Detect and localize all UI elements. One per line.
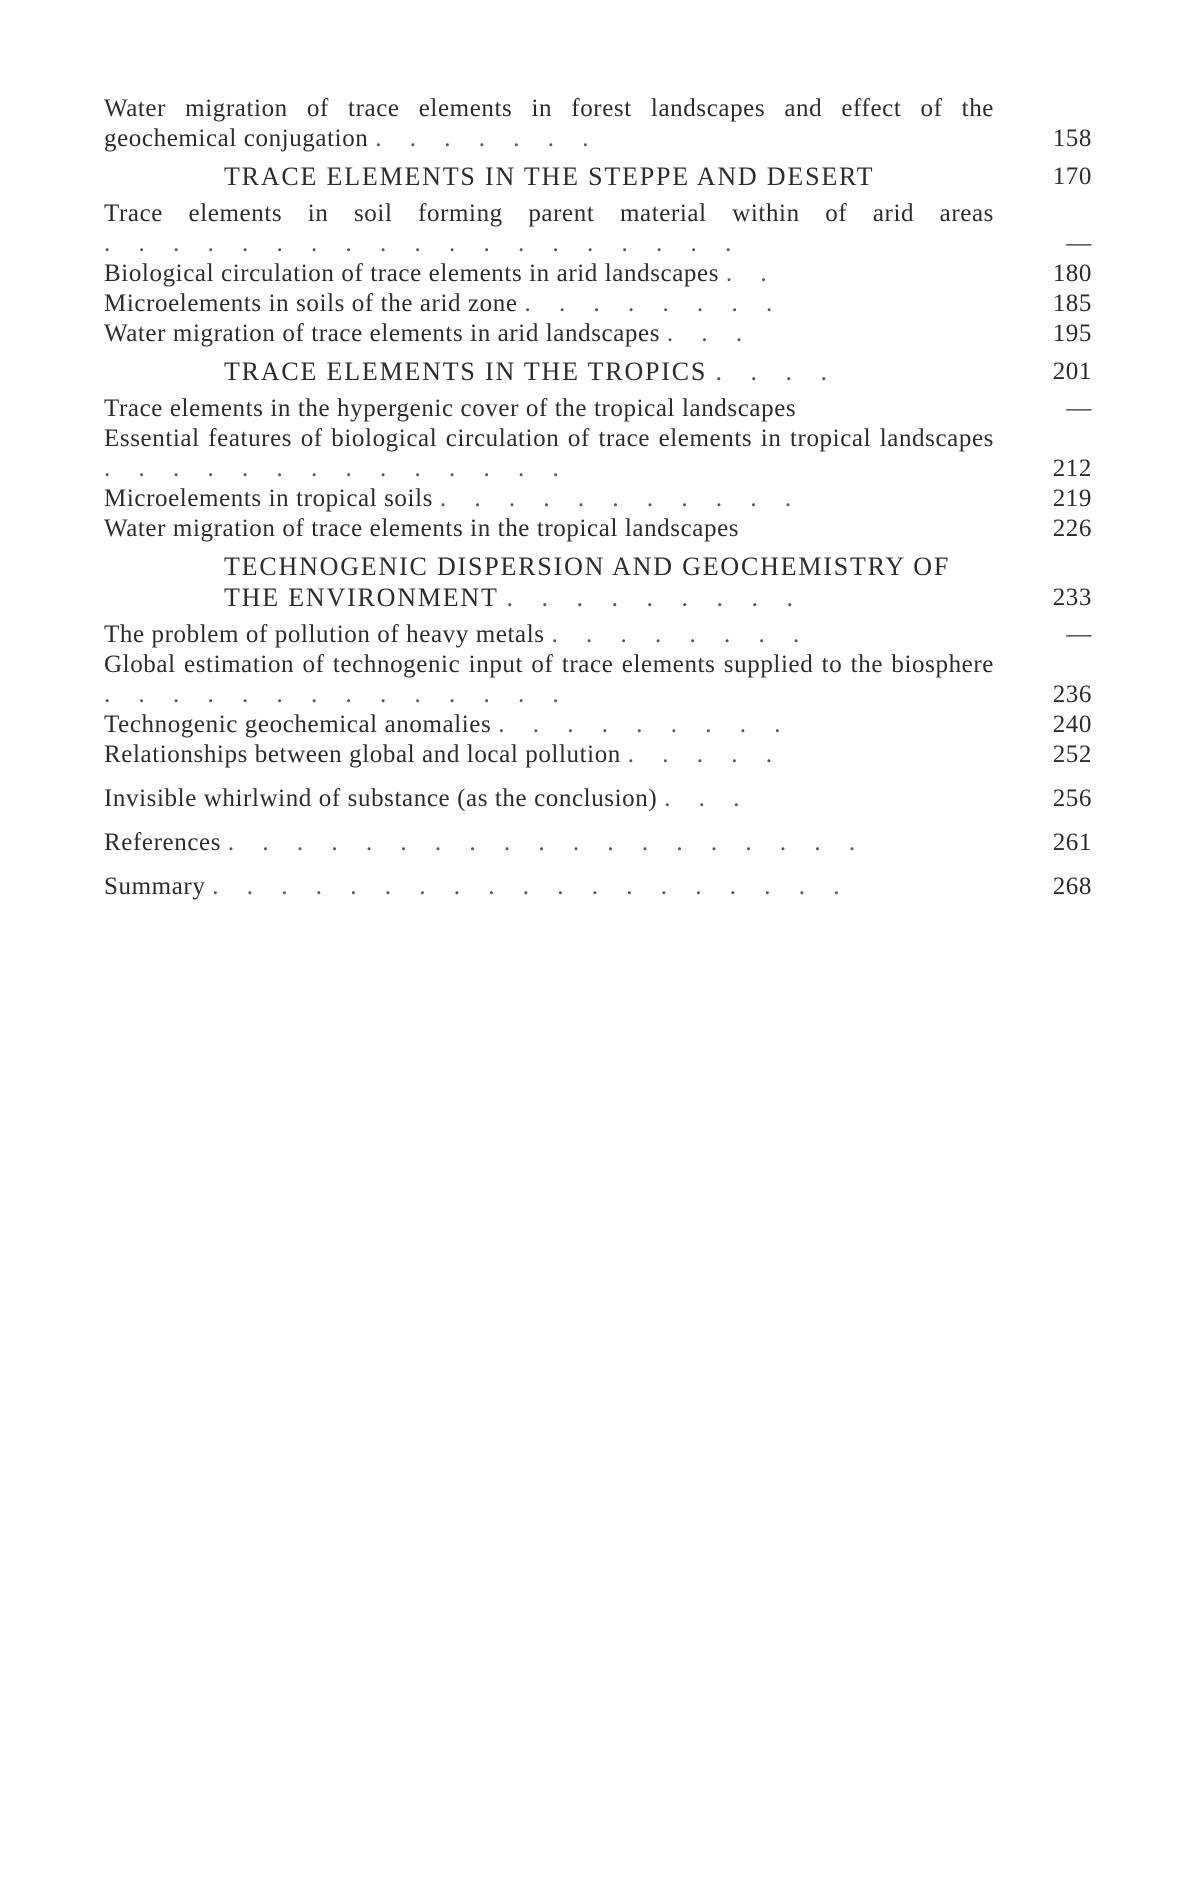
page-number: 240 bbox=[1052, 711, 1092, 738]
toc-section-heading bbox=[104, 551, 1092, 613]
leader-dots: . . . . . . . . . bbox=[498, 711, 792, 738]
leader-dots: . . . . . . . . bbox=[524, 290, 784, 317]
entry-title: Microelements in tropical soils bbox=[104, 485, 433, 512]
entry-title: Relationships between global and local pollution bbox=[104, 741, 621, 768]
leader-dots: . . . . . . . bbox=[375, 125, 600, 152]
page-number: — bbox=[1066, 395, 1092, 422]
entry-title: Summary bbox=[104, 873, 206, 900]
toc-section-heading bbox=[104, 161, 1092, 192]
page-number: 219 bbox=[1052, 485, 1092, 512]
page-number: 212 bbox=[1052, 455, 1092, 482]
leader-dots: . . . . . bbox=[627, 741, 784, 768]
leader-dots: . . . . . . . . . . . . . . bbox=[104, 681, 570, 708]
page-number: 268 bbox=[1052, 873, 1092, 900]
toc-entry bbox=[104, 740, 1092, 770]
toc-entry bbox=[104, 94, 1092, 154]
entry-title: Microelements in soils of the arid zone bbox=[104, 290, 518, 317]
toc-entry bbox=[104, 424, 1092, 484]
leader-dots: . . . . . . . . . . . . . . bbox=[104, 455, 570, 482]
entry-title: Technogenic geochemical anomalies bbox=[104, 711, 492, 738]
leader-dots: . . bbox=[725, 260, 778, 287]
page-number: 158 bbox=[1052, 125, 1092, 152]
entry-title: Invisible whirlwind of substance (as the conclusion) bbox=[104, 785, 658, 812]
page-number: 180 bbox=[1052, 260, 1092, 287]
toc-entry bbox=[104, 259, 1092, 289]
leader-dots: . . . . bbox=[715, 357, 838, 386]
entry-title: The problem of pollution of heavy metals bbox=[104, 621, 545, 648]
toc-entry bbox=[104, 319, 1092, 349]
page-number: 170 bbox=[1052, 163, 1092, 190]
entry-title: References bbox=[104, 829, 222, 856]
entry-title: Essential features of biological circulation of trace elements in tropical landscapes bbox=[104, 425, 994, 452]
page-number: 252 bbox=[1052, 741, 1092, 768]
entry-title: Water migration of trace elements in forest landscapes and effect of the geochemical conjugation bbox=[104, 95, 994, 152]
entry-title: Global estimation of technogenic input of trace elements supplied to the biosphere bbox=[104, 651, 994, 678]
toc-entry bbox=[104, 394, 1092, 424]
page-number: 226 bbox=[1052, 515, 1092, 542]
entry-title: Water migration of trace elements in the tropical landscapes bbox=[104, 515, 740, 542]
page-number: 185 bbox=[1052, 290, 1092, 317]
page-number: 256 bbox=[1052, 785, 1092, 812]
leader-dots: . . . . . . . . . . . . . . . . . . . bbox=[212, 873, 851, 900]
page-number: 236 bbox=[1052, 681, 1092, 708]
leader-dots: . . . . . . . . bbox=[551, 621, 811, 648]
page-number: — bbox=[1066, 230, 1092, 257]
page-number: 195 bbox=[1052, 320, 1092, 347]
page-number: — bbox=[1066, 621, 1092, 648]
leader-dots: . . . . . . . . . . . . . . . . . . . bbox=[227, 829, 867, 856]
entry-title: Trace elements in soil forming parent material within of arid areas bbox=[104, 200, 994, 227]
page-number: 201 bbox=[1052, 358, 1092, 385]
entry-title: Biological circulation of trace elements in arid landscapes bbox=[104, 260, 720, 287]
table-of-contents bbox=[104, 94, 1092, 902]
leader-dots: . . . . . . . . . . . . . . . . . . . bbox=[104, 230, 743, 257]
toc-section-heading bbox=[104, 356, 1092, 387]
toc-entry bbox=[104, 620, 1092, 650]
toc-entry bbox=[104, 484, 1092, 514]
toc-entry bbox=[104, 784, 1092, 814]
entry-title: Water migration of trace elements in arid landscapes bbox=[104, 320, 661, 347]
leader-dots: . . . . . . . . . . . bbox=[439, 485, 803, 512]
section-title: TECHNOGENIC DISPERSION AND GEOCHEMISTRY OF THE ENVIRONMENT bbox=[224, 552, 951, 612]
page-number: 261 bbox=[1052, 829, 1092, 856]
toc-entry bbox=[104, 828, 1092, 858]
toc-entry bbox=[104, 650, 1092, 710]
toc-entry bbox=[104, 710, 1092, 740]
toc-entry bbox=[104, 199, 1092, 259]
toc-entry bbox=[104, 872, 1092, 902]
toc-entry bbox=[104, 514, 1092, 544]
section-title: TRACE ELEMENTS IN THE STEPPE AND DESERT bbox=[224, 162, 875, 191]
entry-title: Trace elements in the hypergenic cover of the tropical landscapes bbox=[104, 395, 797, 422]
section-title: TRACE ELEMENTS IN THE TROPICS bbox=[224, 357, 708, 386]
leader-dots: . . . bbox=[666, 320, 754, 347]
leader-dots: . . . bbox=[664, 785, 751, 812]
page-number: 233 bbox=[1052, 584, 1092, 611]
leader-dots: . . . . . . . . . bbox=[506, 583, 805, 612]
toc-entry bbox=[104, 289, 1092, 319]
